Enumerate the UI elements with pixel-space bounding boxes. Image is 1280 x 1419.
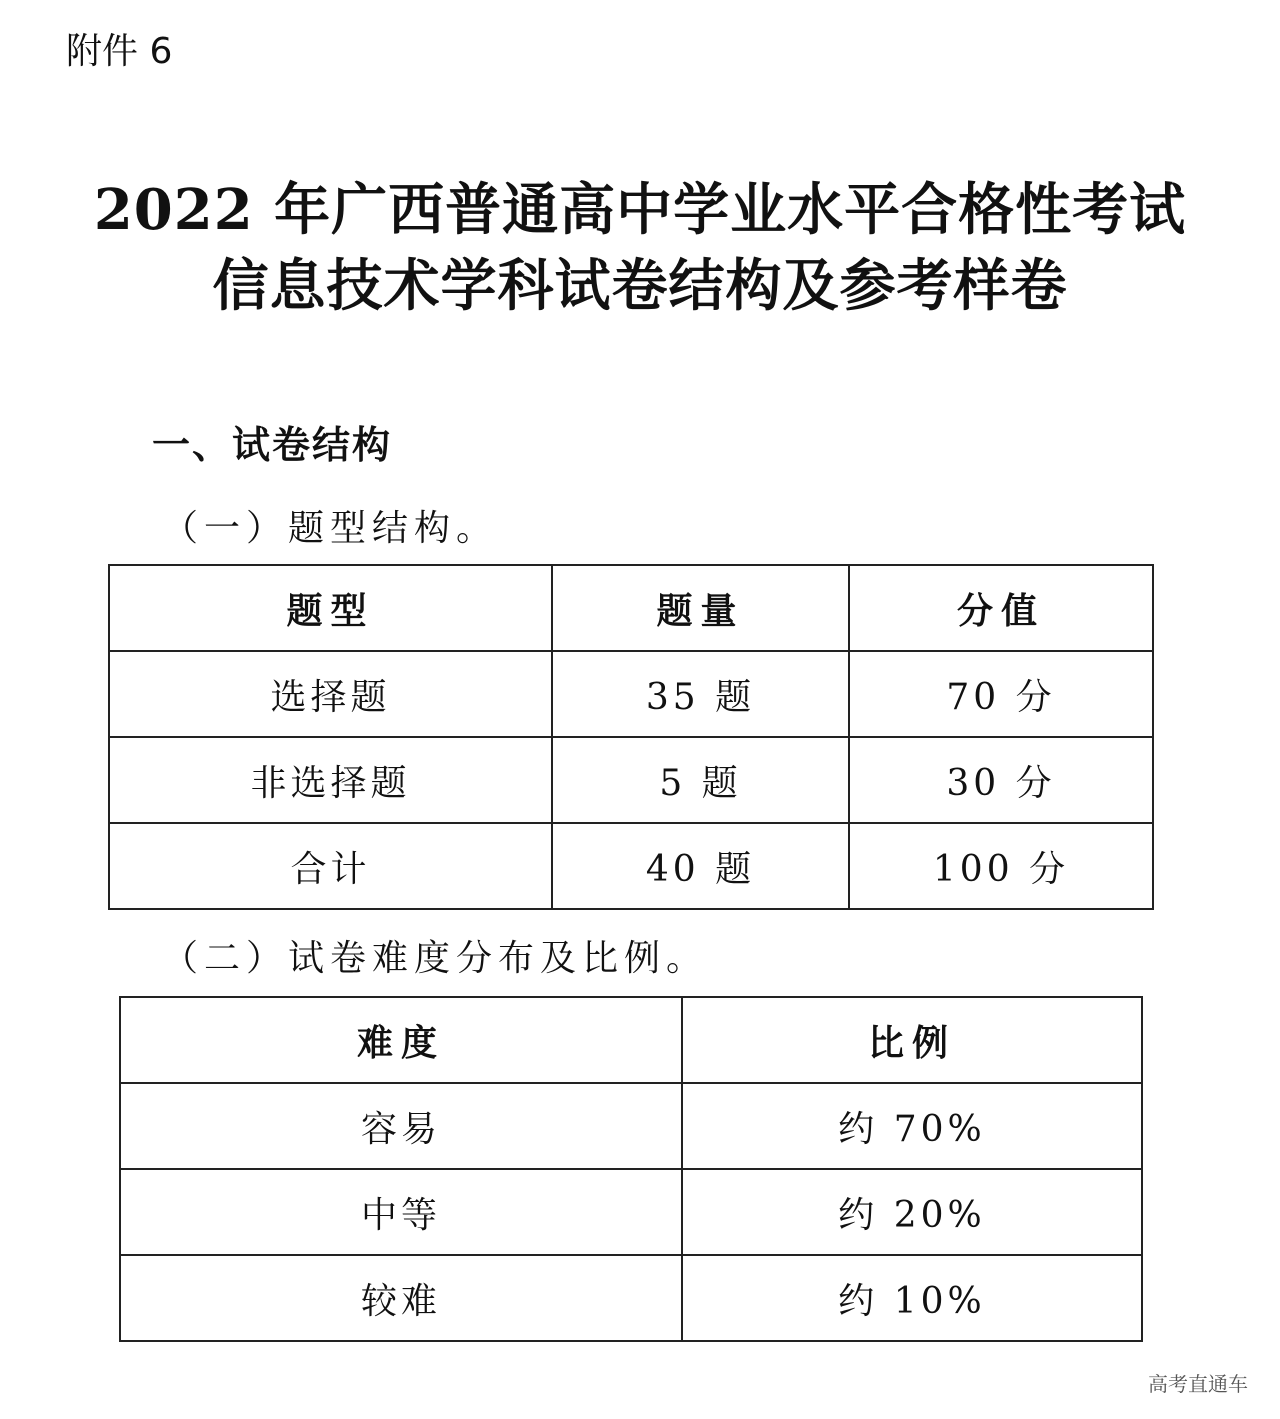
subheading-question-structure: （一）题型结构。 — [162, 508, 499, 549]
table-cell: 较难 — [120, 1255, 682, 1341]
table-row — [109, 737, 1153, 823]
column-header-difficulty: 难度 — [120, 997, 682, 1083]
watermark: 高考直通车 — [1148, 1372, 1248, 1396]
table-cell: 35 题 — [552, 651, 849, 737]
column-header-count: 题量 — [552, 565, 849, 651]
table-cell: 100 分 — [849, 823, 1153, 909]
table-cell: 容易 — [120, 1083, 682, 1169]
table-cell: 约 10% — [682, 1255, 1142, 1341]
table-cell: 40 题 — [552, 823, 849, 909]
table-cell: 非选择题 — [109, 737, 552, 823]
table-row — [109, 651, 1153, 737]
difficulty-distribution-table — [119, 996, 1143, 1342]
subheading-difficulty-distribution: （二）试卷难度分布及比例。 — [162, 938, 709, 979]
table-cell: 约 70% — [682, 1083, 1142, 1169]
table-row — [109, 823, 1153, 909]
table-cell: 70 分 — [849, 651, 1153, 737]
attachment-label: 附件 6 — [66, 31, 173, 72]
table-cell: 5 题 — [552, 737, 849, 823]
table-row — [120, 1083, 1142, 1169]
document-title-line-1: 2022 年广西普通高中学业水平合格性考试 — [93, 177, 1187, 243]
section-heading-structure: 一、试卷结构 — [152, 423, 393, 467]
column-header-score: 分值 — [849, 565, 1153, 651]
document-title-line-2: 信息技术学科试卷结构及参考样卷 — [212, 253, 1068, 319]
table-cell: 约 20% — [682, 1169, 1142, 1255]
column-header-ratio: 比例 — [682, 997, 1142, 1083]
column-header-type: 题型 — [109, 565, 552, 651]
question-structure-table — [108, 564, 1154, 910]
table-cell: 中等 — [120, 1169, 682, 1255]
table-row — [120, 1255, 1142, 1341]
table-header-row — [120, 997, 1142, 1083]
table-row — [120, 1169, 1142, 1255]
table-cell: 30 分 — [849, 737, 1153, 823]
table-cell: 选择题 — [109, 651, 552, 737]
table-header-row — [109, 565, 1153, 651]
table-cell: 合计 — [109, 823, 552, 909]
